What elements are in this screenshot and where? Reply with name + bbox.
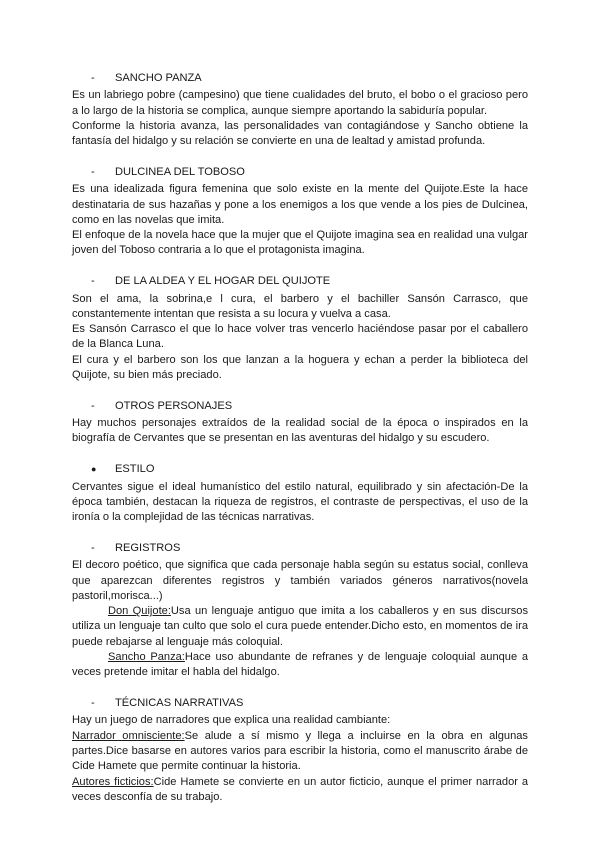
paragraph-sancho-panza [72, 650, 528, 681]
term-label: Narrador omnisciente: [72, 729, 185, 742]
term-text: Cide Hamete se convierte en un autor ficticio, aunque el primer narrador a veces desconfía de su trabajo. [72, 775, 529, 803]
heading-text: REGISTROS [115, 541, 181, 554]
dash-bullet: - [91, 72, 95, 84]
paragraph: Es un labriego pobre (campesino) que tiene cualidades del bruto, el bobo o el gracioso pero a lo largo de la historia se complica, aunque siempre aportando la sabiduría popular. [72, 89, 528, 117]
paragraph: Hay un juego de narradores que explica una realidad cambiante: [72, 714, 391, 727]
dash-bullet: - [91, 399, 95, 412]
paragraph: El cura y el barbero son los que lanzan a la hoguera y echan a perder la biblioteca del Quijote, su bien más preciado. [72, 353, 528, 382]
heading-text: OTROS PERSONAJES [115, 399, 233, 412]
term-label: Sancho Panza: [108, 651, 185, 663]
term-text: Usa un lenguaje antiguo que imita a los caballeros y en sus discursos utiliza un lenguaje tan culto que solo el cura puede entender.Dicho esto, en momentos de ira puede rebajarse al lenguaje más coloquial. [72, 605, 528, 648]
paragraph: Hay muchos personajes extraídos de la realidad social de la época o inspirados en la biografía de Cervantes que se presentan en las aventuras del hidalgo y su escudero. [72, 417, 528, 445]
dot-bullet-icon: ● [91, 464, 97, 475]
dash-bullet: - [91, 697, 95, 710]
paragraph: Conforme la historia avanza, las personalidades van contagiándose y Sancho obtiene la fantasía del hidalgo y su relación se convierte en una de lealtad y amistad profunda. [72, 119, 528, 148]
heading-text: SANCHO PANZA [115, 72, 202, 84]
paragraph: Cervantes sigue el ideal humanístico del estilo natural, equilibrado y sin afectación-De la época también, destacan la riqueza de registros, el contraste de perspectivas, el uso de la ironía o la complejidad de las técnicas narrativas. [72, 480, 528, 524]
heading-text: TÉCNICAS NARRATIVAS [115, 697, 244, 710]
term-label: Don Quijote: [108, 605, 171, 618]
dash-bullet: - [91, 165, 95, 178]
section-heading-otros-personajes [72, 399, 528, 414]
paragraph: Es Sansón Carrasco el que lo hace volver tras vencerlo haciéndose pasar por el caballero de la Blanca Luna. [72, 323, 528, 351]
section-heading-dulcinea [72, 165, 528, 180]
section-heading-estilo [72, 462, 528, 477]
heading-text: ESTILO [115, 463, 155, 476]
paragraph: El decoro poético, que significa que cada personaje habla según su estatus social, conlleva que aparezcan diferentes registros y también variados géneros narrativos(novela pastoril,morisca...) [72, 559, 528, 602]
heading-text: DE LA ALDEA Y EL HOGAR DEL QUIJOTE [115, 275, 331, 288]
paragraph-don-quijote [72, 604, 528, 650]
heading-text: DULCINEA DEL TOBOSO [115, 165, 245, 178]
paragraph: El enfoque de la novela hace que la mujer que el Quijote imagina sea en realidad una vulgar joven del Toboso contraria a lo que el protagonista imagina. [72, 229, 528, 257]
section-heading-aldea [72, 274, 528, 289]
section-heading-tecnicas-narrativas [72, 696, 528, 711]
dash-bullet: - [91, 275, 95, 288]
paragraph: Son el ama, la sobrina,e l cura, el barbero y el bachiller Sansón Carrasco, que constantemente intentan que resista a su locura y vuelva a casa. [72, 292, 528, 320]
section-heading-sancho-panza [72, 71, 528, 86]
paragraph: Es una idealizada figura femenina que solo existe en la mente del Quijote.Este la hace destinataria de sus hazañas y pone a los enemigos a los que vende a los pies de Dulcinea, como en las novelas que imita. [72, 183, 528, 226]
paragraph-autores-ficticios [72, 775, 528, 806]
term-text: Se alude a sí mismo y llega a incluirse en la obra en algunas partes.Dice basarse en autores varios para escribir la historia, como el manuscrito árabe de Cide Hamete que permite continuar la historia. [72, 729, 528, 773]
term-label: Autores ficticios: [72, 775, 154, 788]
paragraph-narrador-omnisciente [72, 729, 528, 775]
term-text: Hace uso abundante de refranes y de lenguaje coloquial aunque a veces pretende imitar el habla del hidalgo. [72, 651, 528, 679]
section-heading-registros [72, 541, 528, 556]
dash-bullet: - [91, 541, 95, 554]
